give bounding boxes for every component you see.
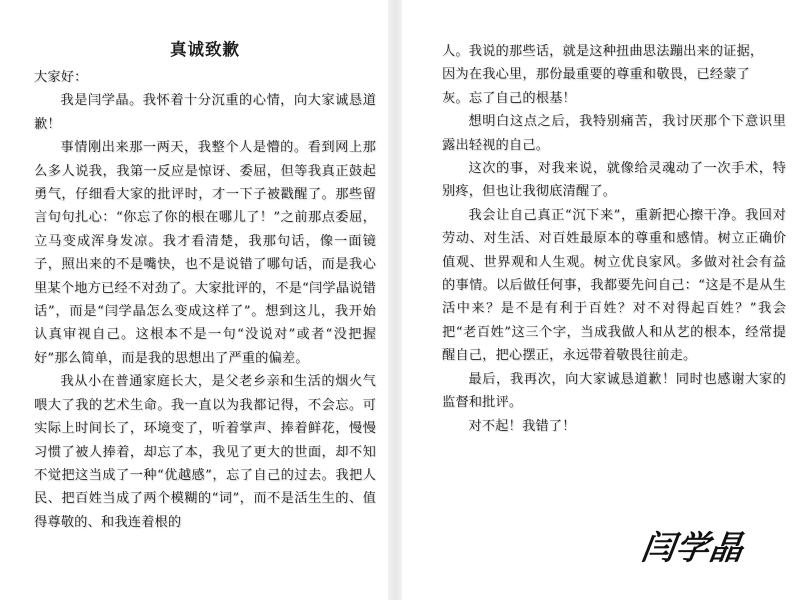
paragraph: 这次的事，对我来说，就像给灵魂动了一次手术，特别疼，但也让我彻底清醒了。 [442,161,786,200]
paragraph: 对不起！我错了！ [468,418,576,434]
continued-line: 人。我说的那些话，就是这种扭曲思法蹦出来的证据， [442,44,764,59]
letter-page-left [0,0,388,600]
paragraph: 我从小在普通家庭长大，是父老乡亲和生活的烟火气喂大了我的艺术生命。我一直以为我都记得，不会忘。可实际上时间长了，环境变了，听着掌声、捧着鲜花，慢慢习惯了被人捧着，却忘了本，我见了更大的世面，却不知不觉把这当成了一种“优越感”，忘了自己的过去。我把人民、把百姓当成了两个模糊的“词”，而不是活生生的、值得尊敬的、和我连着根的 [34,374,376,530]
handwritten-signature: 闫学晶 [638,528,747,567]
paragraph: 最后，我再次，向大家诚恳道歉！同时也感谢大家的监督和批评。 [442,371,786,411]
paragraph: 想明白这点之后，我特别痛苦，我讨厌那个下意识里露出轻视的自己。 [442,114,786,153]
continued-line: 因为在我心里，那份最重要的尊重和敬畏，已经蒙了 [442,67,750,83]
paragraph: 事情刚出来那一两天，我整个人是懵的。看到网上那么多人说我，我第一反应是惊讶、委屈，但等我真正鼓起勇气，仔细看大家的批评时，才一下子被戳醒了。那些留言句句扎心：“你忘了你的根在哪儿了！”之前那点委屈，立马变成浑身发凉。我才看清楚，我那句话，像一面镜子，照出来的不是嘴快，也不是说错了哪句话，而是我心里某个地方已经不对劲了。大家批评的，不是“闫学晶说错话”，而是“闫学晶怎么变成这样了”。想到这儿，我开始认真审视自己。这根本不是一句“没说对”或者“没把握好”那么简单，而是我的思想出了严重的偏差。 [34,140,376,366]
salutation: 大家好： [34,70,88,85]
letter-page-right [402,0,800,600]
paragraph: 我是闫学晶。我怀着十分沉重的心情，向大家诚恳道歉！ [34,93,376,132]
page-gutter [388,0,402,600]
letter-title: 真诚致歉 [170,40,240,59]
continued-line: 灰。忘了自己的根基！ [442,90,576,106]
paragraph: 我会让自己真正“沉下来”，重新把心擦干净。我回对劳动、对生活、对百姓最原本的尊重和感情。树立正确价值观、世界观和人生观。树立优良家风。多做对社会有益的事情。以后做任何事，我都要先问自己：“这是不是从生活中来？是不是有利于百姓？对不对得起百姓？”我会把“老百姓”这三个字，当成我做人和从艺的根本，经常提醒自己，把心摆正，永远带着敬畏往前走。 [442,207,786,364]
